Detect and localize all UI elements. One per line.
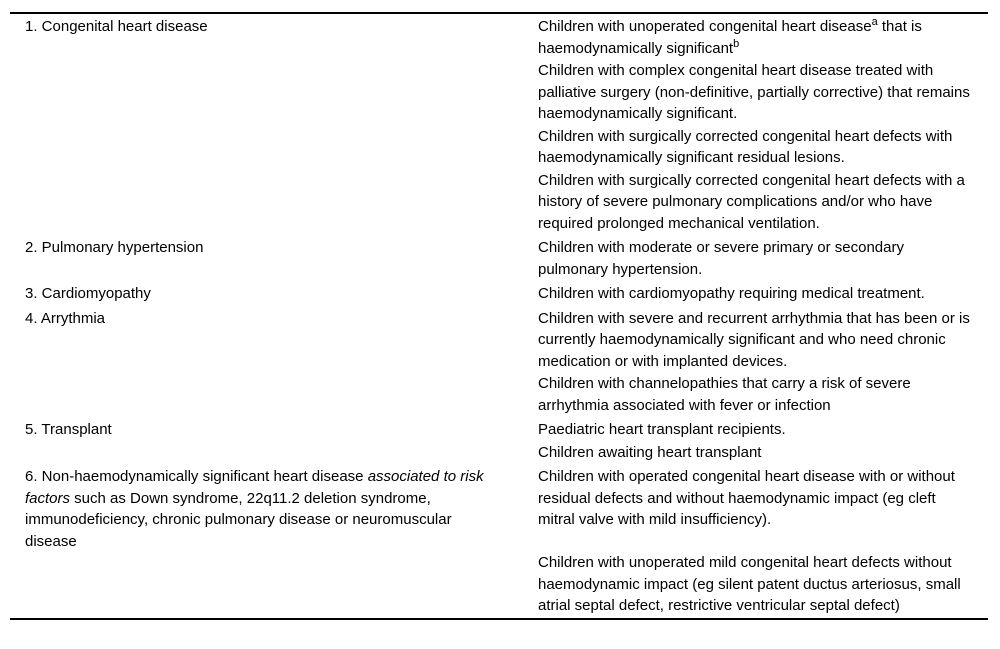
table-row bbox=[10, 417, 988, 464]
criteria-table-body bbox=[10, 13, 988, 619]
criteria-table bbox=[10, 12, 988, 620]
description-paragraph: Children with severe and recurrent arrhythmia that has been or is currently haemodynamically significant and who need chronic medication or with implanted devices. bbox=[538, 309, 970, 370]
category-label: 3. Cardiomyopathy bbox=[25, 285, 151, 302]
description-paragraph: Children with channelopathies that carry a risk of severe arrhythmia associated with fever or infection bbox=[538, 375, 911, 414]
description-paragraph: Children with cardiomyopathy requiring medical treatment. bbox=[538, 285, 925, 302]
category-label: 4. Arrythmia bbox=[25, 309, 106, 327]
table-row bbox=[10, 13, 988, 235]
table-row bbox=[10, 281, 988, 306]
description-paragraph: Children with operated congenital heart disease with or without residual defects and without haemodynamic impact (eg cleft mitral valve with mild insufficiency). bbox=[538, 468, 955, 528]
emphasized-text: associated to risk factors bbox=[25, 468, 484, 507]
description-paragraph: Children with surgically corrected congenital heart defects with haemodynamically significant residual lesions. bbox=[538, 127, 953, 166]
description-paragraph: Children with moderate or severe primary or secondary pulmonary hypertension. bbox=[538, 239, 904, 278]
category-label: 6. Non-haemodynamically significant heart disease associated to risk factors such as Down syndrome, 22q11.2 deletion syndrome, immunodeficiency, chronic pulmonary disease or neuromuscular disease bbox=[25, 468, 484, 550]
category-cell bbox=[10, 235, 538, 281]
category-label: 1. Congenital heart disease bbox=[25, 18, 208, 35]
category-cell bbox=[10, 281, 538, 306]
description-paragraph: Children with unoperated mild congenital heart defects without haemodynamic impact (eg silent patent ductus arteriosus, small atrial septal defect, restrictive ventricular septal defect) bbox=[538, 554, 961, 614]
description-cell bbox=[538, 281, 988, 306]
description-paragraph: Children awaiting heart transplant bbox=[538, 443, 762, 461]
description-cell bbox=[538, 464, 988, 619]
table-row bbox=[10, 464, 988, 619]
description-paragraph: Children with complex congenital heart disease treated with palliative surgery (non-definitive, partially corrective) that remains haemodynamically significant. bbox=[538, 62, 970, 122]
description-paragraph: Children with unoperated congenital heart disease$^a$ that is haemodynamically significant$^b$ bbox=[538, 16, 922, 57]
description-cell bbox=[538, 13, 988, 235]
footnote-marker: a bbox=[871, 16, 878, 28]
category-label: 2. Pulmonary hypertension bbox=[25, 239, 204, 256]
category-cell bbox=[10, 417, 538, 464]
description-cell bbox=[538, 417, 988, 464]
footnote-marker: b bbox=[733, 37, 740, 50]
description-paragraph: Children with surgically corrected congenital heart defects with a history of severe pulmonary complications and/or who have required prolonged mechanical ventilation. bbox=[538, 171, 965, 232]
table-row bbox=[10, 306, 988, 418]
category-cell bbox=[10, 464, 538, 619]
description-cell bbox=[538, 235, 988, 281]
description-paragraph: Paediatric heart transplant recipients. bbox=[538, 421, 786, 438]
category-cell bbox=[10, 306, 538, 418]
table-row bbox=[10, 235, 988, 281]
category-cell bbox=[10, 13, 538, 235]
description-cell bbox=[538, 306, 988, 418]
category-label: 5. Transplant bbox=[25, 421, 112, 438]
